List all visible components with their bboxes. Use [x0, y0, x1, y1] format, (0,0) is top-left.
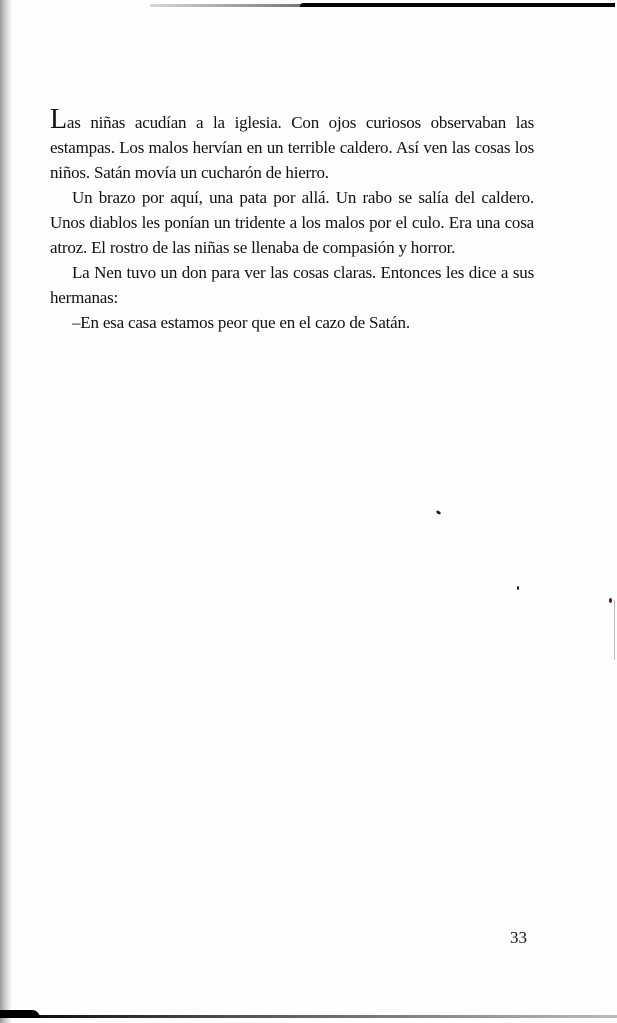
dust-speck	[609, 598, 612, 603]
right-scan-edge	[614, 600, 615, 660]
dust-speck	[517, 586, 519, 590]
paragraph: La Nen tuvo un don para ver las cosas claras. Entonces les dice a sus hermanas:	[50, 263, 534, 307]
top-scan-edge-thick	[300, 3, 615, 7]
binding-shadow	[0, 0, 12, 1023]
body-text	[50, 104, 534, 335]
dialogue-line: –En esa casa estamos peor que en el cazo de Satán.	[72, 313, 410, 332]
dust-speck	[436, 510, 442, 515]
paragraph	[50, 104, 534, 185]
paragraph-text: as niñas acudían a la iglesia. Con ojos curiosos observaban las estampas. Los malos hervían en un terrible caldero. Así ven las cosas los niños. Satán movía un cucharón de hierro.	[50, 113, 534, 182]
bottom-scan-edge	[0, 1015, 617, 1018]
page-number: 33	[510, 928, 527, 947]
bottom-scan-edge-thick	[0, 1010, 40, 1018]
drop-cap: L	[50, 104, 67, 135]
paragraph: Un brazo por aquí, una pata por allá. Un rabo se salía del caldero. Unos diablos les ponían un tridente a los malos por el culo. Era una cosa atroz. El rostro de las niñas se llenaba de compasión y horror.	[50, 188, 534, 257]
